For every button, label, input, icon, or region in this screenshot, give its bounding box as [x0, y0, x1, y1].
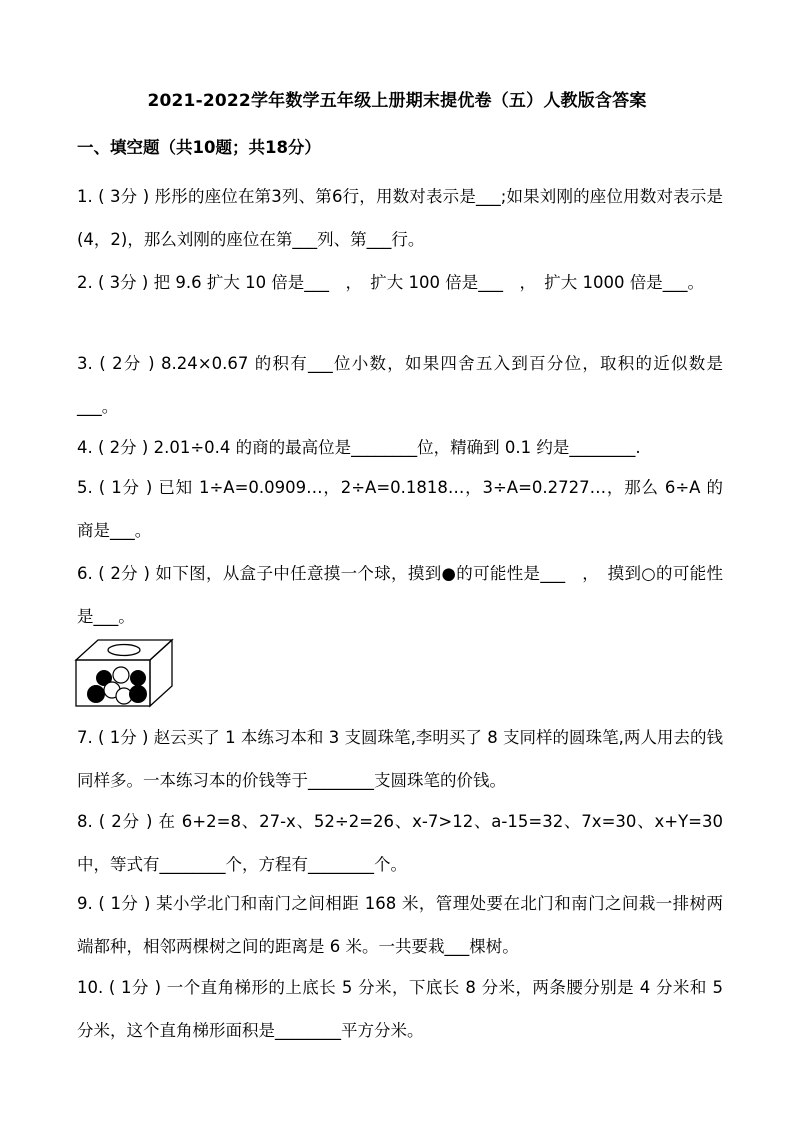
- question-7: 7. ( 1分 ) 赵云买了 1 本练习本和 3 支圆珠笔,李明买了 8 支同样的圆珠笔,两人用去的钱同样多。一本练习本的价钱等于________支圆珠笔的价钱。: [77, 728, 723, 790]
- question-3: 3. ( 2分 ) 8.24×0.67 的积有___位小数，如果四舍五入到百分位，取积的近似数是___。: [77, 354, 723, 416]
- question-6: 6. ( 2分 ) 如下图，从盒子中任意摸一个球，摸到●的可能性是___ ， 摸到○的可能性是___。: [77, 564, 723, 626]
- question-2: 2. ( 3分 ) 把 9.6 扩大 10 倍是___ ， 扩大 100 倍是___ ， 扩大 1000 倍是___。: [77, 273, 705, 292]
- page-title: 2021-2022学年数学五年级上册期末提优卷（五）人教版含答案: [147, 91, 647, 111]
- section-heading: 一、填空题（共10题；共18分）: [77, 138, 321, 157]
- question-5: 5. ( 1分 ) 已知 1÷A=0.0909…，2÷A=0.1818…，3÷A=0.2727…，那么 6÷A 的商是___。: [77, 478, 723, 540]
- question-1: 1. ( 3分 ) 彤彤的座位在第3列、第6行，用数对表示是___;如果刘刚的座位用数对表示是(4，2)，那么刘刚的座位在第___列、第___行。: [77, 187, 723, 249]
- question-8: 8. ( 2分 ) 在 6+2=8、27-x、52÷2=26、x-7>12、a-15=32、7x=30、x+Y=30 中，等式有________个，方程有________个。: [77, 812, 723, 874]
- question-9: 9. ( 1分 ) 某小学北门和南门之间相距 168 米，管理处要在北门和南门之间栽一排树两端都种，相邻两棵树之间的距离是 6 米。一共要栽___棵树。: [77, 894, 723, 956]
- question-10: 10. ( 1分 ) 一个直角梯形的上底长 5 分米，下底长 8 分米，两条腰分别是 4 分米和 5 分米，这个直角梯形面积是________平方分米。: [77, 978, 723, 1040]
- question-4: 4. ( 2分 ) 2.01÷0.4 的商的最高位是________位，精确到 0.1 约是________.: [77, 438, 641, 457]
- ball-box-figure: [74, 638, 174, 710]
